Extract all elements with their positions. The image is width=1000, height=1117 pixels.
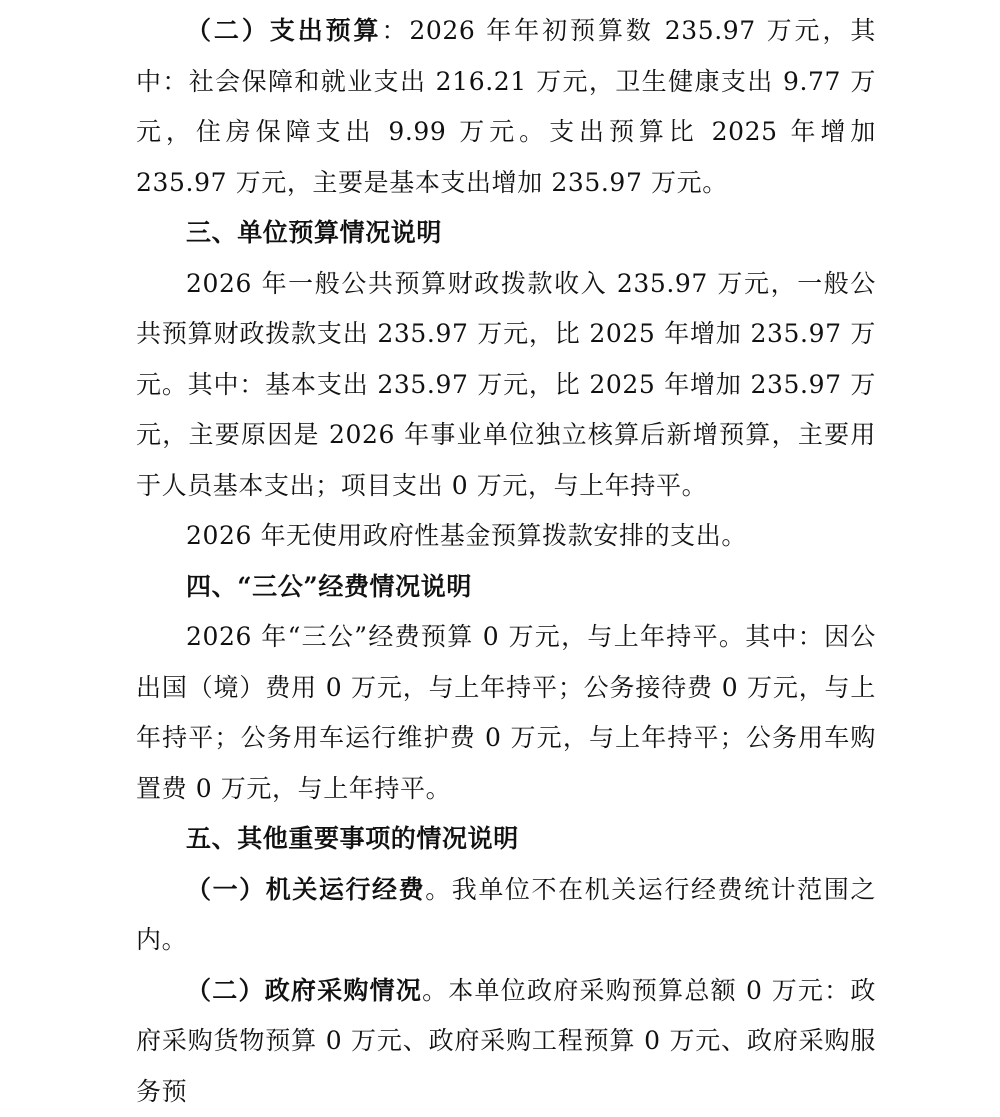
procurement-paragraph (136, 966, 876, 1117)
section-4-paragraph-1: 2026 年“三公”经费预算 0 万元，与上年持平。其中：因公出国（境）费用 0 万元，与上年持平；公务接待费 0 万元，与上年持平；公务用车运行维护费 0 万元，与上年持平；公务用车购置费 0 万元，与上年持平。 (136, 612, 876, 814)
operating-expenses-text: 。我单位不在机关运行经费统计范围之内。 (136, 875, 876, 955)
section-4-heading: 四、“三公”经费情况说明 (136, 562, 876, 613)
document-page (136, 0, 876, 1117)
operating-expenses-label: （一）机关运行经费 (186, 875, 425, 904)
expenditure-budget-paragraph (136, 6, 876, 208)
section-3-heading: 三、单位预算情况说明 (136, 208, 876, 259)
procurement-label: （二）政府采购情况 (186, 976, 422, 1005)
procurement-text: 。本单位政府采购预算总额 0 万元：政府采购货物预算 0 万元、政府采购工程预算 0 万元、政府采购服务预 (136, 976, 876, 1106)
section-5-heading: 五、其他重要事项的情况说明 (136, 814, 876, 865)
section-3-paragraph-2: 2026 年无使用政府性基金预算拨款安排的支出。 (136, 511, 876, 562)
operating-expenses-paragraph (136, 865, 876, 966)
section-3-paragraph-1: 2026 年一般公共预算财政拨款收入 235.97 万元，一般公共预算财政拨款支出 235.97 万元，比 2025 年增加 235.97 万元。其中：基本支出 235.97 万元，比 2025 年增加 235.97 万元，主要原因是 2026 年事业单位独立核算后新增预算，主要用于人员基本支出；项目支出 0 万元，与上年持平。 (136, 259, 876, 512)
expenditure-budget-label: （二）支出预算 (186, 16, 381, 45)
expenditure-budget-text: ：2026 年年初预算数 235.97 万元，其中：社会保障和就业支出 216.21 万元，卫生健康支出 9.77 万元，住房保障支出 9.99 万元。支出预算比 2025 年增加 235.97 万元，主要是基本支出增加 235.97 万元。 (136, 16, 876, 197)
